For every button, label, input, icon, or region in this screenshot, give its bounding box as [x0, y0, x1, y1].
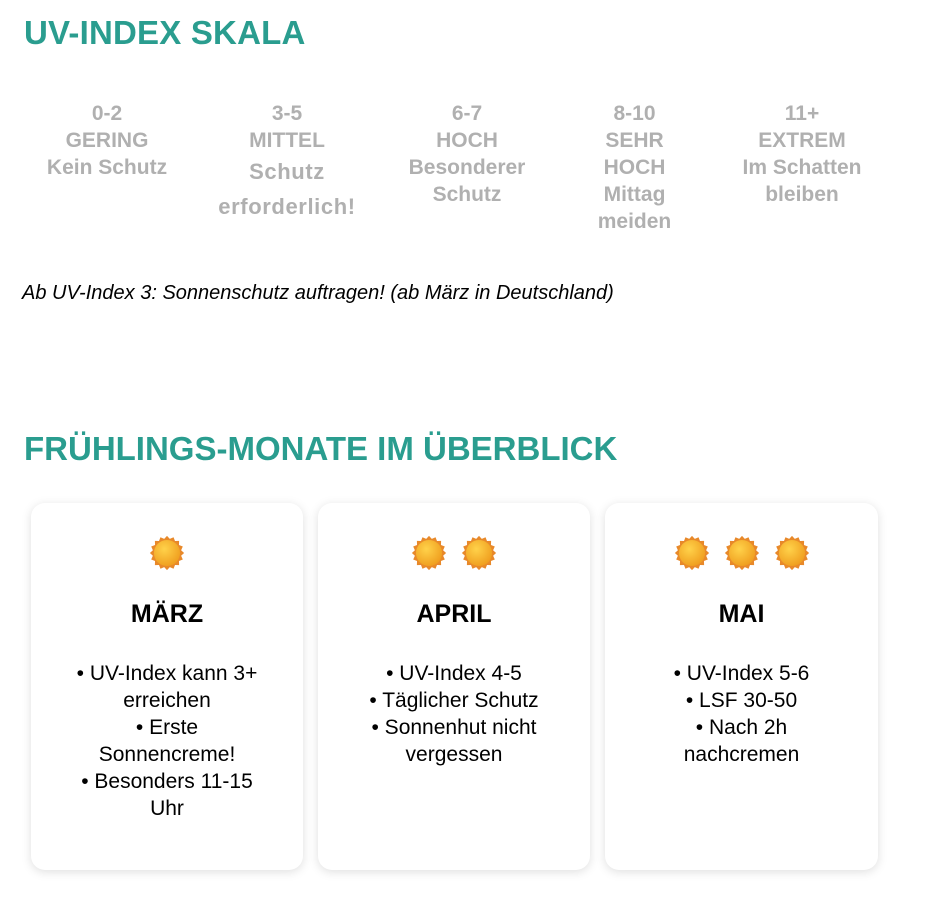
tip-line: • UV-Index kann 3+	[76, 662, 258, 685]
sun-icon	[411, 535, 447, 571]
months-section-title: FRÜHLINGS-MONATE IM ÜBERBLICK	[24, 430, 618, 467]
sun-icon	[724, 535, 760, 571]
tip-line: • Erste	[135, 716, 199, 739]
tip-line: • UV-Index 4-5	[386, 662, 522, 685]
tip-line: Uhr	[150, 797, 184, 820]
sun-rating	[31, 535, 303, 571]
uv-level-name: MITTEL	[249, 129, 325, 152]
uv-level-advice: erforderlich!	[218, 194, 356, 219]
uv-level-advice: meiden	[597, 210, 672, 233]
uv-level-extreme	[717, 100, 887, 208]
tip-line: • LSF 30-50	[685, 689, 798, 712]
uv-level-very-high	[562, 100, 707, 235]
sun-icon	[461, 535, 497, 571]
tip-line: erreichen	[123, 689, 211, 712]
uv-level-medium	[202, 100, 372, 224]
uv-level-range: 0-2	[91, 102, 123, 125]
tip-line: • Sonnenhut nicht	[371, 716, 537, 739]
uv-note: Ab UV-Index 3: Sonnenschutz auftragen! (ab März in Deutschland)	[22, 282, 614, 304]
tip-line: • Nach 2h	[695, 716, 788, 739]
tip-line: • Besonders 11-15	[81, 770, 253, 793]
uv-scale	[22, 100, 902, 240]
tip-line: vergessen	[405, 743, 503, 766]
uv-level-advice: Schutz	[249, 159, 325, 184]
uv-level-range: 8-10	[613, 102, 656, 125]
month-tips	[615, 660, 868, 768]
uv-level-advice: Schutz	[432, 183, 502, 206]
uv-level-advice: Mittag	[603, 183, 666, 206]
uv-level-range: 11+	[784, 102, 820, 125]
month-card-march	[31, 503, 303, 870]
tip-line: • Täglicher Schutz	[369, 689, 539, 712]
sun-icon	[149, 535, 185, 571]
sun-rating	[318, 535, 590, 571]
month-tips	[41, 660, 293, 822]
tip-line: • UV-Index 5-6	[673, 662, 810, 685]
uv-level-range: 6-7	[451, 102, 483, 125]
uv-level-advice: Besonderer	[408, 156, 526, 179]
sun-rating	[605, 535, 878, 571]
uv-level-advice: Kein Schutz	[46, 156, 168, 179]
uv-level-low	[22, 100, 192, 181]
tip-line: nachcremen	[683, 743, 800, 766]
uv-level-advice: Im Schatten	[742, 156, 862, 179]
uv-level-range: 3-5	[271, 102, 303, 125]
sun-icon	[674, 535, 710, 571]
uv-level-name: SEHR	[605, 129, 664, 152]
month-title: MAI	[718, 600, 765, 628]
uv-level-name: GERING	[65, 129, 149, 152]
month-card-may	[605, 503, 878, 870]
uv-level-high	[382, 100, 552, 208]
month-title: MÄRZ	[130, 600, 204, 628]
uv-level-advice: bleiben	[765, 183, 839, 206]
month-tips	[328, 660, 580, 768]
uv-level-name: HOCH	[436, 129, 498, 152]
uv-level-name: HOCH	[603, 156, 666, 179]
month-title: APRIL	[416, 600, 492, 628]
uv-level-name: EXTREM	[758, 129, 846, 152]
tip-line: Sonnencreme!	[98, 743, 236, 766]
sun-icon	[774, 535, 810, 571]
month-card-april	[318, 503, 590, 870]
uv-scale-title: UV-INDEX SKALA	[24, 14, 306, 51]
